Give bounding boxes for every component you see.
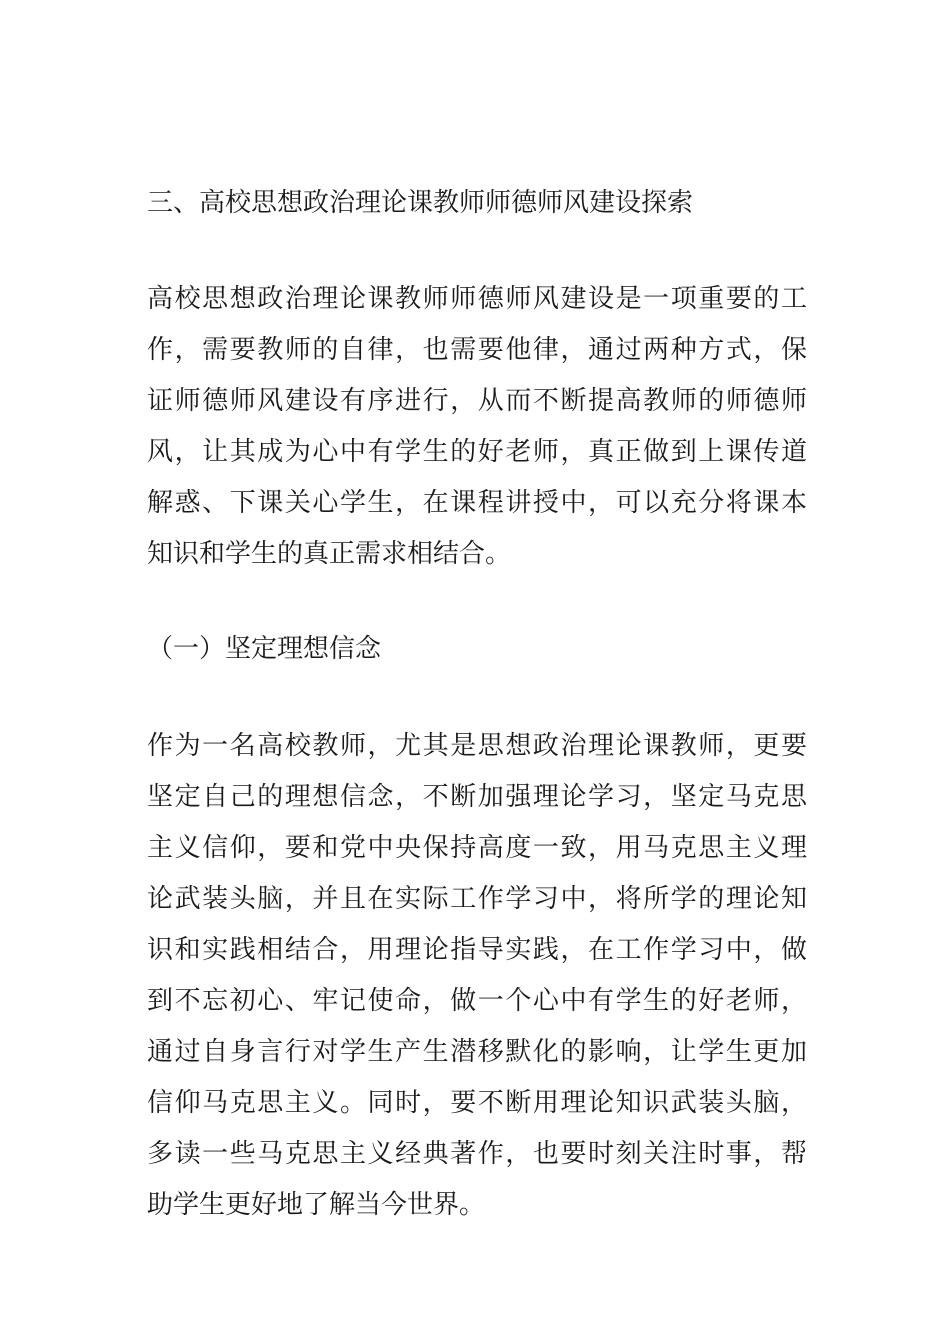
paragraph-line: 主义信仰，要和党中央保持高度一致，用马克思主义理 [147,833,807,863]
paragraph-line: 信仰马克思主义。同时，要不断用理论知识武装头脑， [147,1088,807,1118]
intro-paragraph [147,274,807,580]
paragraph-line: 解惑、下课关心学生，在课程讲授中，可以充分将课本 [147,488,807,518]
paragraph-line: 通过自身言行对学生产生潜移默化的影响，让学生更加 [147,1037,807,1067]
paragraph-line: 论武装头脑，并且在实际工作学习中，将所学的理论知 [147,884,807,914]
paragraph-line: 证师德师风建设有序进行，从而不断提高教师的师德师 [147,386,807,416]
section-heading: 三、高校思想政治理论课教师师德师风建设探索 [147,188,694,218]
subsection-heading: （一）坚定理想信念 [147,634,382,664]
paragraph-line: 多读一些马克思主义经典著作，也要时刻关注时事，帮 [147,1139,807,1169]
paragraph-line: 风，让其成为心中有学生的好老师，真正做到上课传道 [147,437,807,467]
body-paragraph [147,721,807,1231]
paragraph-line: 助学生更好地了解当今世界。 [147,1190,486,1220]
paragraph-line: 识和实践相结合，用理论指导实践，在工作学习中，做 [147,935,807,965]
paragraph-line: 作，需要教师的自律，也需要他律，通过两种方式，保 [147,335,807,365]
paragraph-line: 作为一名高校教师，尤其是思想政治理论课教师，更要 [147,731,807,761]
paragraph-line: 知识和学生的真正需求相结合。 [147,539,512,569]
paragraph-line: 坚定自己的理想信念，不断加强理论学习，坚定马克思 [147,782,807,812]
paragraph-line: 高校思想政治理论课教师师德师风建设是一项重要的工 [147,284,807,314]
paragraph-line: 到不忘初心、牢记使命，做一个心中有学生的好老师， [147,986,807,1016]
